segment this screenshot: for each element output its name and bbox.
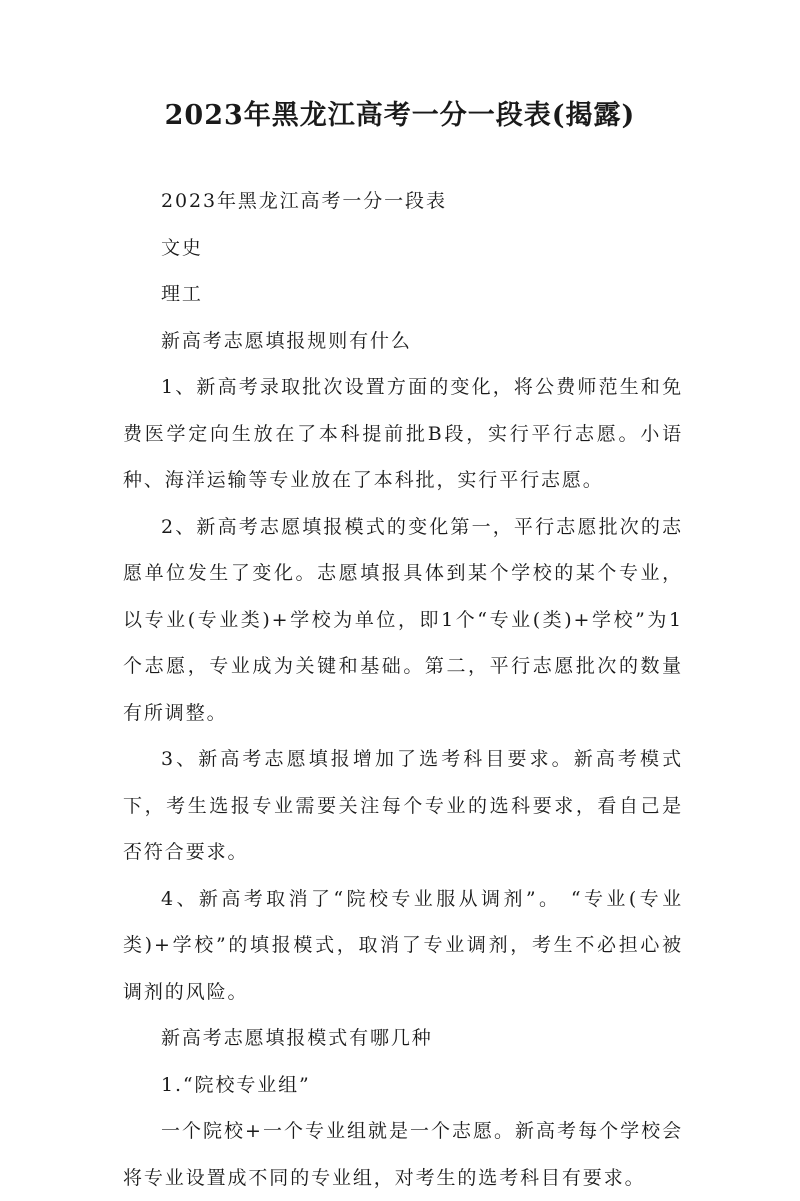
paragraph-ligong: 理工 bbox=[161, 283, 203, 305]
paragraph-rule-4: 4、新高考取消了“院校专业服从调剂”。 “专业(专业类)+学校”的填报模式，取消了专业调剂，考生不必担心被调剂的风险。 bbox=[123, 887, 683, 1003]
paragraph-rule-2: 2、新高考志愿填报模式的变化第一，平行志愿批次的志愿单位发生了变化。志愿填报具体到某个学校的某个专业，以专业(专业类)+学校为单位，即1个“专业(类)+学校”为1个志愿，专业成为关键和基础。第二，平行志愿批次的数量有所调整。 bbox=[123, 515, 683, 724]
paragraph-mode-1-desc: 一个院校+一个专业组就是一个志愿。新高考每个学校会将专业设置成不同的专业组，对考生的选考科目有要求。 bbox=[123, 1120, 683, 1189]
paragraph-mode-1: 1.“院校专业组” bbox=[161, 1073, 311, 1096]
paragraph-rule-3: 3、新高考志愿填报增加了选考科目要求。新高考模式下，考生选报专业需要关注每个专业的选科要求，看自己是否符合要求。 bbox=[123, 748, 683, 863]
document-title: 2023年黑龙江高考一分一段表(揭露) bbox=[164, 100, 636, 131]
paragraph-wenshi: 文史 bbox=[161, 236, 203, 259]
document-body bbox=[123, 178, 683, 1201]
paragraph-subtitle: 2023年黑龙江高考一分一段表 bbox=[161, 190, 447, 212]
paragraph-modes-heading: 新高考志愿填报模式有哪几种 bbox=[161, 1027, 433, 1049]
paragraph-rules-heading: 新高考志愿填报规则有什么 bbox=[161, 329, 412, 352]
paragraph-rule-1: 1、新高考录取批次设置方面的变化，将公费师范生和免费医学定向生放在了本科提前批B段，实行平行志愿。小语种、海洋运输等专业放在了本科批，实行平行志愿。 bbox=[123, 376, 683, 491]
